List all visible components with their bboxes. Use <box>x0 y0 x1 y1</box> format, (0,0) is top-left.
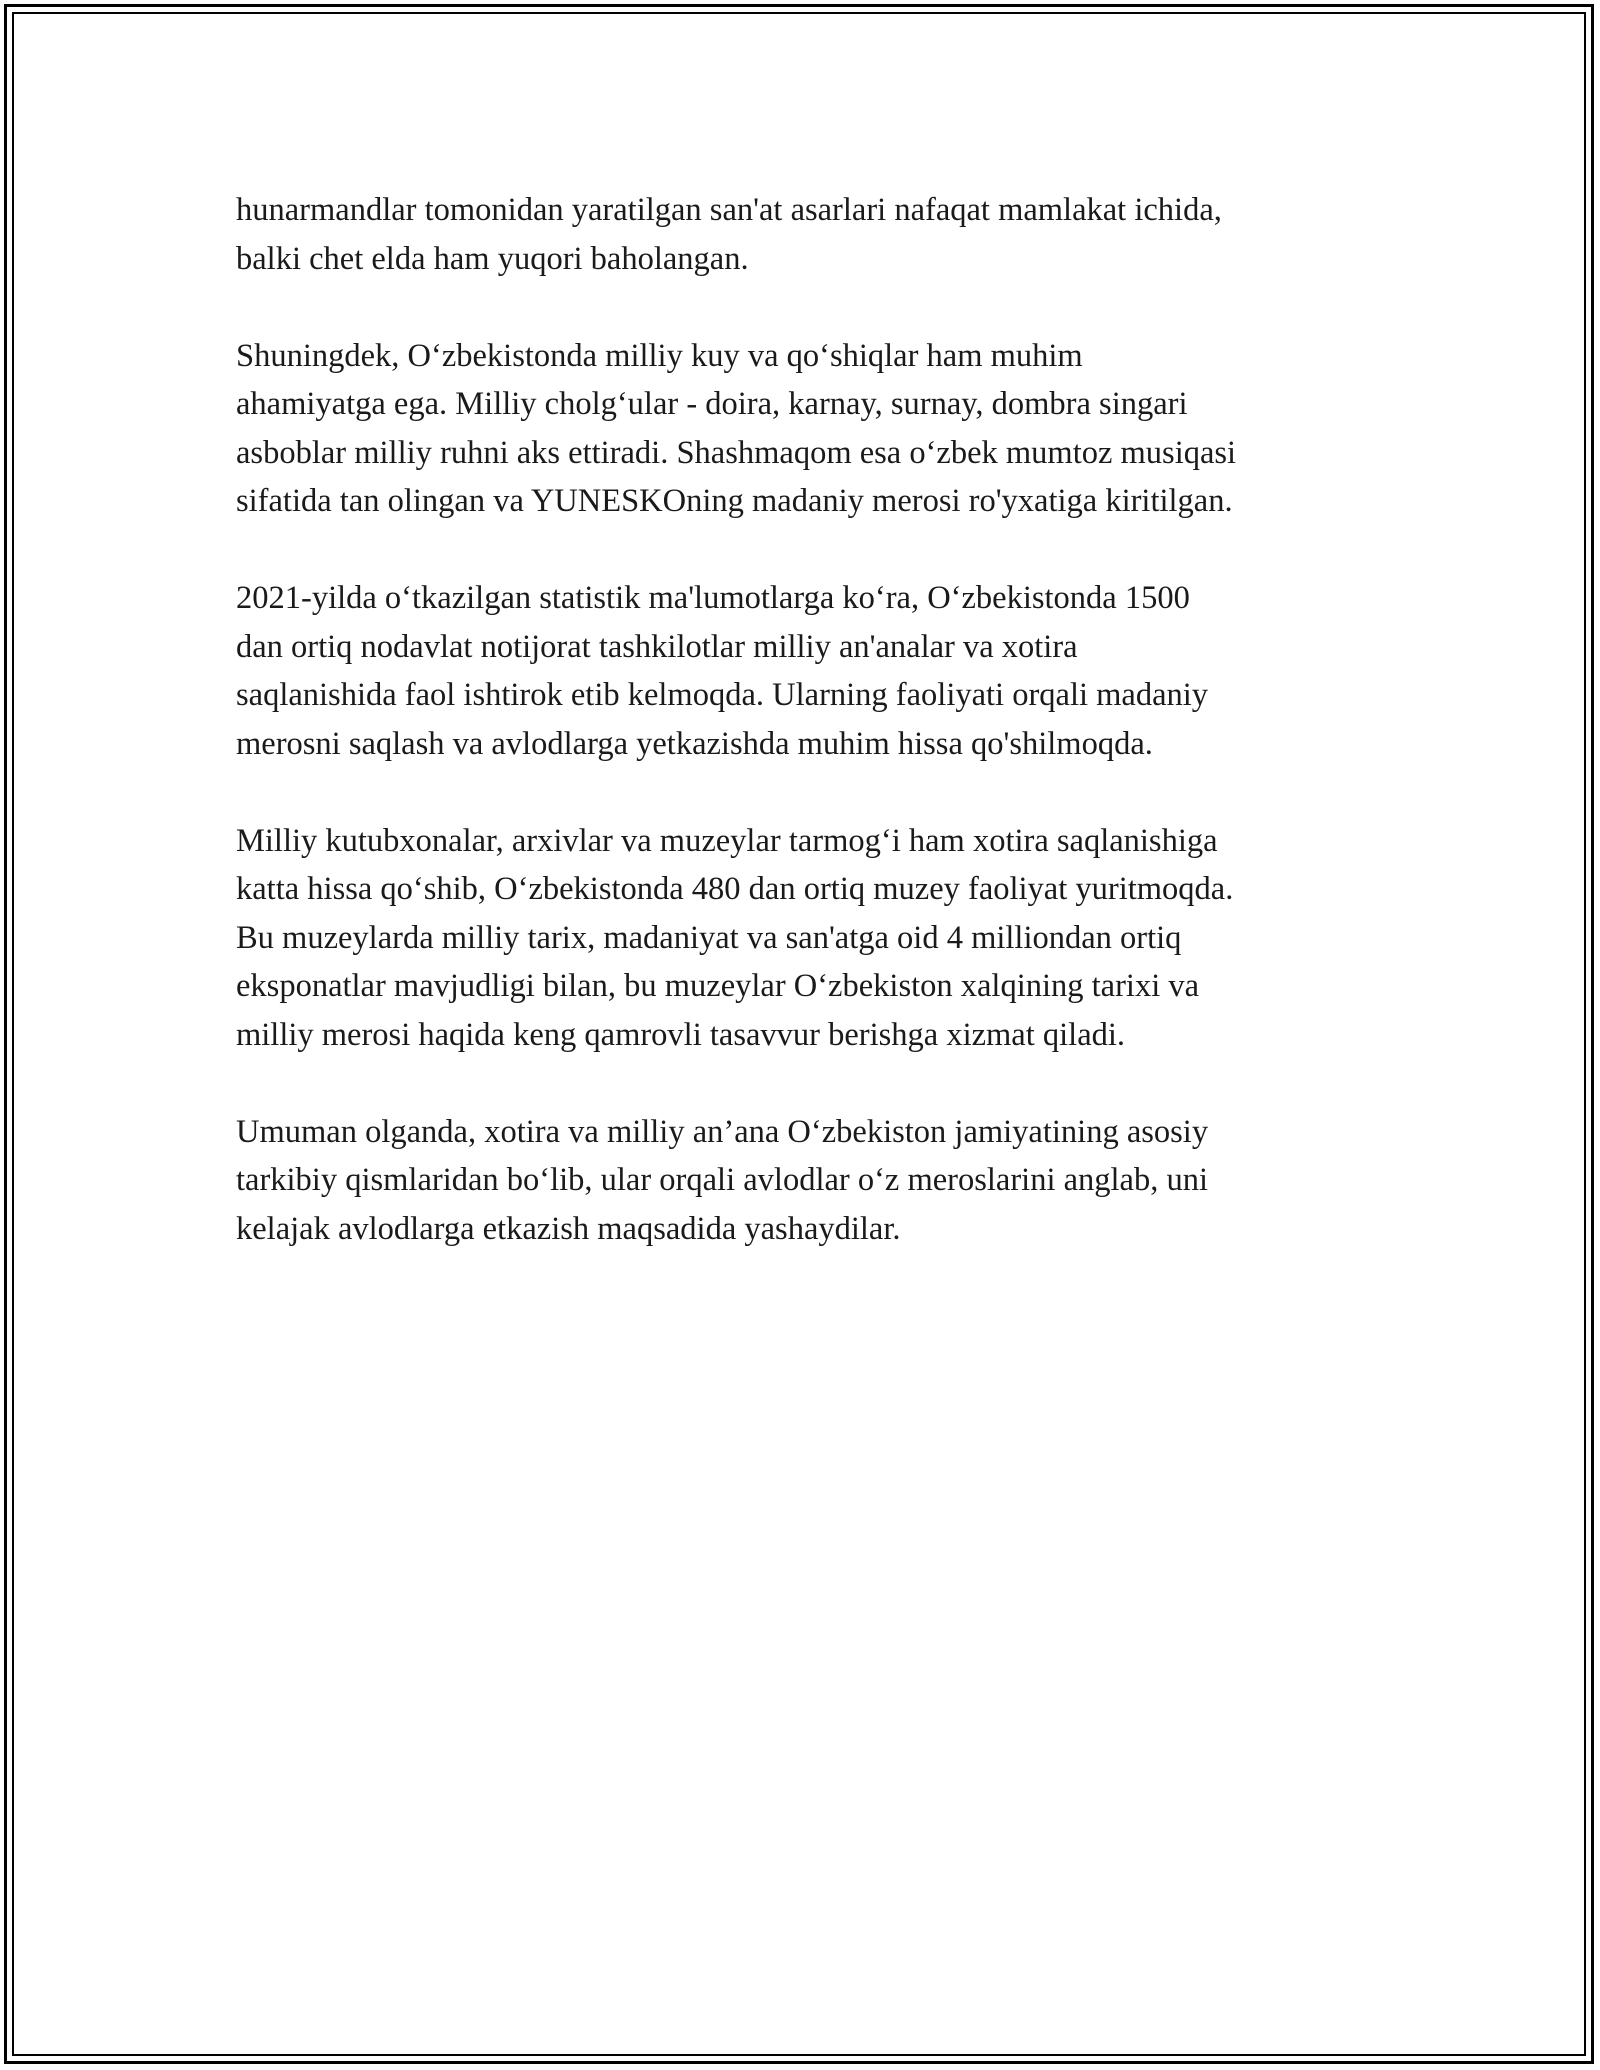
document-body <box>236 186 1426 1302</box>
paragraph-crafts: hunarmandlar tomonidan yaratilgan san'at asarlari nafaqat mamlakat ichida, balki chet elda ham yuqori baholangan. <box>236 192 1222 277</box>
paragraph-music: Shuningdek, O‘zbekistonda milliy kuy va qo‘shiqlar ham muhim ahamiyatga ega. Milliy cholg‘ular - doira, karnay, surnay, dombra singari asboblar milliy ruhni aks ettiradi. Shashmaqom esa o‘zbek mumtoz musiqasi sifatida tan olingan va YUNESKOning madaniy merosi ro'yxatiga kiritilgan. <box>236 337 1237 519</box>
paragraph-museums: Milliy kutubxonalar, arxivlar va muzeylar tarmog‘i ham xotira saqlanishiga katta hissa qo‘shib, O‘zbekistonda 480 dan ortiq muzey faoliyat yuritmoqda. Bu muzeylarda milliy tarix, madaniyat va san'atga oid 4 milliondan ortiq eksponatlar mavjudligi bilan, bu muzeylar O‘zbekiston xalqining tarixi va milliy merosi haqida keng qamrovli tasavvur berishga xizmat qiladi. <box>236 822 1234 1053</box>
paragraph-statistics: 2021-yilda o‘tkazilgan statistik ma'lumotlarga ko‘ra, O‘zbekistonda 1500 dan ortiq nodavlat notijorat tashkilotlar milliy an'analar va xotira saqlanishida faol ishtirok etib kelmoqda. Ularning faoliyati orqali madaniy merosni saqlash va avlodlarga yetkazishda muhim hissa qo'shilmoqda. <box>236 580 1209 762</box>
paragraph-conclusion: Umuman olganda, xotira va milliy an’ana O‘zbekiston jamiyatining asosiy tarkibiy qismlaridan bo‘lib, ular orqali avlodlar o‘z meroslarini anglab, uni kelajak avlodlarga etkazish maqsadida yashaydilar. <box>236 1113 1209 1247</box>
